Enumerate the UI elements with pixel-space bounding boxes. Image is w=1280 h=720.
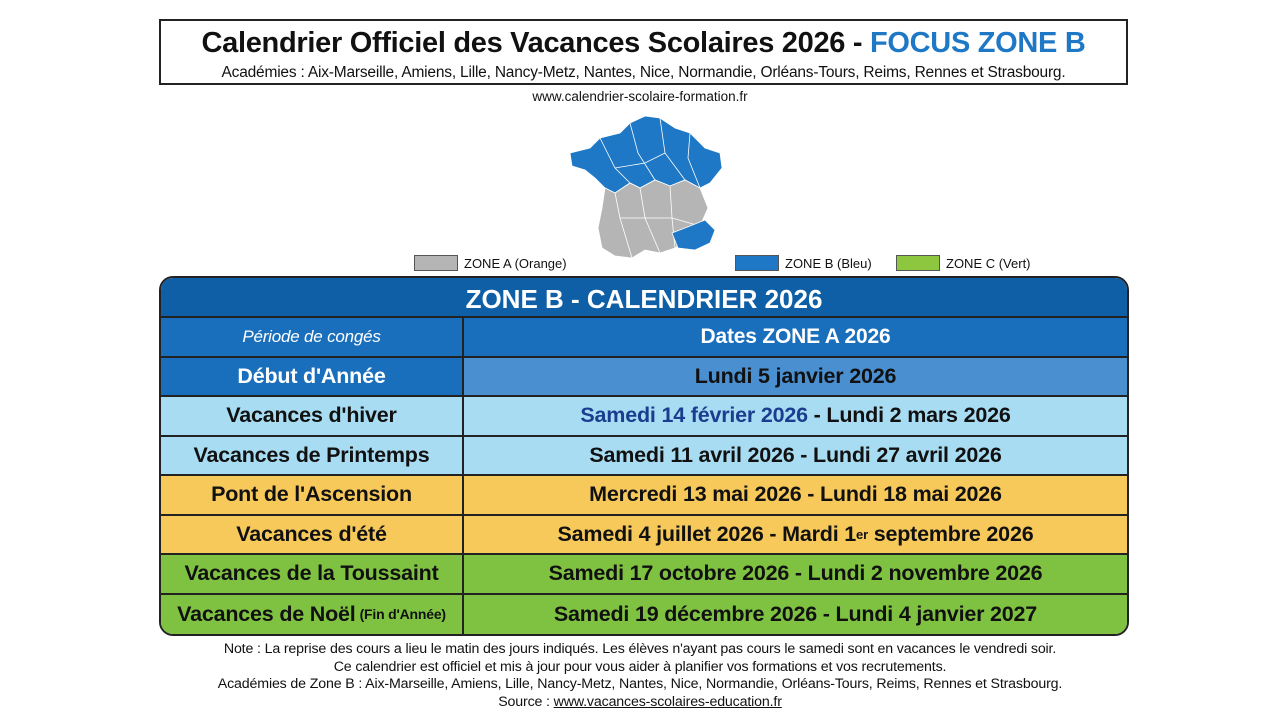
period-dates-sup: er [856,526,868,542]
legend-swatch-zone-b [735,255,779,271]
period-dates-part2: septembre 2026 [867,521,1034,546]
legend-zone-c [896,254,1031,272]
period-label-main: Vacances de Noël [177,601,356,626]
legend-swatch-zone-c [896,255,940,271]
calendar-table [159,276,1129,636]
title-box [159,19,1128,85]
table-row [161,437,1127,477]
period-dates: Samedi 19 décembre 2026 - Lundi 4 janvier 2027 [553,601,1038,626]
table-row [161,397,1127,437]
period-label-small: (Fin d'Année) [359,606,446,623]
legend-label-zone-c: ZONE C (Vert) [946,255,1031,271]
table-row [161,595,1127,635]
table-row [161,476,1127,516]
academies-subtitle: Académies : Aix-Marseille, Amiens, Lille, Nancy-Metz, Nantes, Nice, Normandie, Orléans-Tours, Reims, Rennes et Strasbourg. [221,64,1066,81]
period-dates-start: Samedi 14 février 2026 [580,403,808,428]
period-dates [464,397,1127,435]
period-label: Pont de l'Ascension [161,476,464,514]
period-dates [464,516,1127,554]
title-main: Calendrier Officiel des Vacances Scolaires 2026 - [201,27,870,59]
column-period-header: Période de congés [161,318,464,356]
period-label: Vacances d'été [161,516,464,554]
title-focus: FOCUS ZONE B [869,27,1086,59]
period-label: Vacances d'hiver [161,397,464,435]
period-label: Début d'Année [161,358,464,396]
source-link[interactable]: www.vacances-scolaires-education.fr [553,693,782,710]
table-row [161,555,1127,595]
period-label: Vacances de la Toussaint [161,555,464,593]
legend-swatch-zone-a [414,255,458,271]
legend-label-zone-b: ZONE B (Bleu) [785,255,872,271]
period-label [161,595,464,635]
column-dates-header: Dates ZONE A 2026 [700,324,891,348]
website-url: www.calendrier-scolaire-formation.fr [532,89,748,104]
source-line [0,694,1280,712]
period-dates: Samedi 17 octobre 2026 - Lundi 2 novembre 2026 [548,561,1043,586]
period-dates-part1: Samedi 4 juillet 2026 - Mardi 1 [557,521,857,546]
legend-zone-a [414,254,567,272]
table-row [161,358,1127,398]
table-row [161,516,1127,556]
period-label: Vacances de Printemps [161,437,464,475]
source-label: Source : [498,693,554,710]
table-title: ZONE B - CALENDRIER 2026 [161,278,1127,318]
page-title [161,23,1126,63]
period-dates: Lundi 5 janvier 2026 [464,358,1127,396]
notes-section [0,641,1280,711]
period-dates: Samedi 11 avril 2026 - Lundi 27 avril 2026 [589,442,1002,467]
legend-label-zone-a: ZONE A (Orange) [464,255,567,271]
france-zones-map [560,108,735,268]
table-column-header [161,318,1127,358]
note-line-2: Ce calendrier est officiel et mis à jour pour vous aider à planifier vos formations et vos recrutements. [333,658,947,675]
period-dates-end: - Lundi 2 mars 2026 [807,403,1011,428]
note-line-3: Académies de Zone B : Aix-Marseille, Amiens, Lille, Nancy-Metz, Nantes, Nice, Normandie, Orléans-Tours, Reims, Rennes et Strasbourg. [217,676,1063,692]
legend-zone-b [735,254,872,272]
period-dates: Mercredi 13 mai 2026 - Lundi 18 mai 2026 [589,482,1002,507]
note-line-1: Note : La reprise des cours a lieu le matin des jours indiqués. Les élèves n'ayant pas cours le samedi sont en vacances le vendredi soir. [223,641,1057,657]
